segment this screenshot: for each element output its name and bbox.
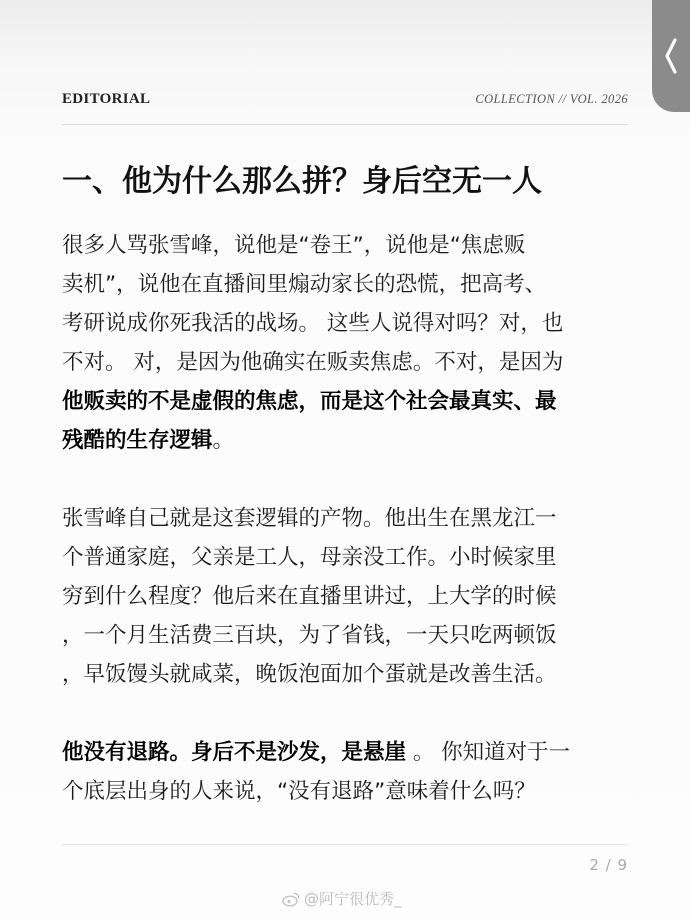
page-counter: 2 / 9 — [589, 856, 628, 874]
text-segment: 。 你知道对于一 — [406, 740, 571, 765]
emphasis-text: 残酷的生存逻辑 — [62, 428, 213, 453]
weibo-watermark — [282, 888, 402, 909]
text-line: 卖机”，说他在直播间里煽动家长的恐慌，把高考、 — [62, 272, 547, 297]
brand-label: EDITORIAL — [62, 90, 151, 107]
article-body — [62, 226, 632, 811]
text-line: 考研说成你死我活的战场。 这些人说得对吗？对，也 — [62, 311, 564, 336]
paragraph-1 — [62, 226, 632, 460]
collection-label: COLLECTION // VOL. 2026 — [475, 91, 628, 106]
text-line: 张雪峰自己就是这套逻辑的产物。他出生在黑龙江一 — [62, 506, 557, 531]
text-line: 穷到什么程度？他后来在直播里讲过，上大学的时候 — [62, 584, 557, 609]
text-line: ，一个月生活费三百块，为了省钱，一天只吃两顿饭 — [62, 623, 557, 648]
text-line — [62, 421, 632, 460]
text-line — [62, 382, 632, 421]
back-button[interactable] — [652, 0, 690, 112]
watermark-text: @阿宁很优秀_ — [304, 890, 402, 908]
text-line: ，早饭馒头就咸菜，晚饭泡面加个蛋就是改善生活。 — [62, 662, 557, 687]
paragraph-3 — [62, 733, 632, 811]
text-segment: 。 — [212, 428, 235, 453]
text-line: 个普通家庭，父亲是工人，母亲没工作。小时候家里 — [62, 545, 557, 570]
page-header — [62, 88, 628, 110]
text-line — [62, 733, 632, 772]
text-line: 很多人骂张雪峰，说他是“卷王”，说他是“焦虑贩 — [62, 233, 526, 258]
emphasis-text: 他贩卖的不是虚假的焦虑，而是这个社会最真实、最 — [62, 389, 557, 414]
paragraph-2 — [62, 499, 632, 694]
chevron-left-icon — [662, 36, 680, 76]
header-divider — [62, 124, 628, 125]
text-line: 不对。 对，是因为他确实在贩卖焦虑。不对，是因为 — [62, 350, 564, 375]
article-title: 一、他为什么那么拼？身后空无一人 — [62, 164, 542, 199]
weibo-logo-icon — [282, 891, 300, 907]
footer-divider — [62, 844, 628, 845]
emphasis-text: 他没有退路。身后不是沙发，是悬崖 — [62, 740, 407, 765]
text-line: 个底层出身的人来说，“没有退路”意味着什么吗？ — [62, 779, 536, 804]
